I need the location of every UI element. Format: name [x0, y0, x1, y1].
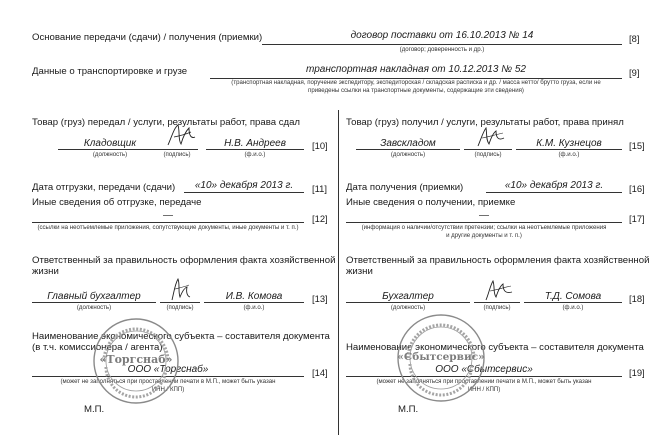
- transport-value: транспортная накладная от 10.12.2013 № 52: [306, 64, 526, 75]
- ship-other-caption: (ссылки на неотъемлемые приложения, сопутствующие документы, иные документы и т. п.): [37, 224, 299, 231]
- left-entity-caption-1: (может не заполняться при проставлении печати в М.П., может быть указан: [60, 378, 276, 385]
- right-entity-label: Наименование экономического субъекта – составителя документа: [346, 342, 644, 353]
- ship-date-label: Дата отгрузки, передачи (сдачи): [32, 182, 176, 193]
- recv-other-caption-1: (информация о наличии/отсутствии претензии; ссылки на неотъемлемые приложения: [361, 224, 607, 231]
- transport-label: Данные о транспортировке и грузе: [32, 66, 188, 77]
- recv-date-value: «10» декабря 2013 г.: [504, 180, 604, 191]
- right-name-line: [516, 149, 622, 150]
- transport-caption-2: приведены ссылки на транспортные документы, содержащие эти сведения): [308, 87, 524, 94]
- field-number-16: [16]: [629, 183, 645, 194]
- left-resp-name-caption: (ф.и.о.): [243, 304, 265, 311]
- left-resp-name-line: [204, 302, 304, 303]
- ship-date-value: «10» декабря 2013 г.: [194, 180, 294, 191]
- recv-other-caption-2: и другие документы и т. п.): [446, 232, 522, 239]
- field-number-12: [12]: [312, 213, 328, 224]
- right-resp-position-caption: (должность): [390, 304, 426, 311]
- left-position-line: [58, 149, 162, 150]
- recv-other-value: —: [479, 210, 489, 221]
- left-resp-signature-caption: (подпись): [166, 304, 194, 311]
- right-position: Завскладом: [380, 138, 436, 149]
- basis-caption: (договор; доверенность и др.): [399, 46, 485, 53]
- right-resp-label-1: Ответственный за правильность оформления факта хозяйственной: [346, 255, 650, 266]
- basis-value: договор поставки от 16.10.2013 № 14: [350, 30, 534, 41]
- left-entity-label-2: (в т.ч. комиссионера / агента): [32, 342, 163, 353]
- ship-other-line: [32, 222, 304, 223]
- left-resp-name: И.В. Комова: [225, 291, 283, 302]
- right-resp-label-2: жизни: [346, 266, 373, 277]
- ship-other-label: Иные сведения об отгрузке, передаче: [32, 197, 202, 208]
- field-number-17: [17]: [629, 213, 645, 224]
- left-entity-label-1: Наименование экономического субъекта – составителя документа: [32, 331, 330, 342]
- left-position: Кладовщик: [83, 138, 137, 149]
- right-entity-caption-1: (может не заполняться при проставлении печати в М.П., может быть указан: [376, 378, 592, 385]
- right-signature-caption: (подпись): [474, 151, 502, 158]
- left-resp-label-1: Ответственный за правильность оформления факта хозяйственной: [32, 255, 336, 266]
- ship-date-line: [184, 192, 304, 193]
- left-position-caption: (должность): [92, 151, 128, 158]
- left-resp-position: Главный бухгалтер: [47, 291, 141, 302]
- field-number-15: [15]: [629, 140, 645, 151]
- left-signature-caption: (подпись): [163, 151, 191, 158]
- left-resp-label-2: жизни: [32, 266, 59, 277]
- right-resp-position: Бухгалтер: [382, 291, 434, 302]
- right-resp-position-line: [346, 302, 470, 303]
- basis-label: Основание передачи (сдачи) / получения (приемки): [32, 32, 263, 43]
- left-resp-signature-image: [166, 274, 194, 304]
- field-number-11: [11]: [312, 183, 327, 194]
- right-resp-signature-caption: (подпись): [483, 304, 511, 311]
- field-number-18: [18]: [629, 293, 645, 304]
- field-number-13: [13]: [312, 293, 328, 304]
- right-position-line: [356, 149, 460, 150]
- column-divider: [338, 110, 339, 435]
- right-resp-name: Т.Д. Сомова: [544, 291, 602, 302]
- field-number-14: [14]: [312, 367, 328, 378]
- ship-other-value: —: [163, 210, 173, 221]
- right-entity-caption-2: ИНН / КПП): [467, 386, 501, 393]
- right-entity-value: ООО «Сбытсервис»: [435, 364, 533, 375]
- right-mp-label: М.П.: [398, 404, 419, 415]
- receive-label: Товар (груз) получил / услуги, результаты работ, права принял: [346, 117, 624, 128]
- left-entity-caption-2: ИНН / КПП): [151, 386, 185, 393]
- field-number-9: [9]: [629, 67, 640, 78]
- left-company-stamp: [92, 317, 180, 405]
- left-mp-label: М.П.: [84, 404, 105, 415]
- field-number-10: [10]: [312, 140, 328, 151]
- left-resp-position-line: [32, 302, 156, 303]
- left-name-line: [206, 149, 304, 150]
- recv-other-label: Иные сведения о получении, приемке: [346, 197, 516, 208]
- transfer-label: Товар (груз) передал / услуги, результаты работ, права сдал: [32, 117, 301, 128]
- recv-other-line: [346, 222, 622, 223]
- recv-date-label: Дата получения (приемки): [346, 182, 464, 193]
- field-number-19: [19]: [629, 367, 645, 378]
- basis-underline: [262, 44, 622, 45]
- left-signature-image: [164, 120, 198, 150]
- right-stamp-text: «Сбытсервис»: [397, 351, 485, 363]
- right-resp-name-caption: (ф.и.о.): [562, 304, 584, 311]
- right-signature-image: [474, 122, 508, 150]
- transport-caption-1: (транспортная накладная, поручение экспедитору, экспедиторская / складская расписка и др. / масса нетто/ брутто груза, если не: [231, 79, 601, 86]
- field-number-8: [8]: [629, 33, 640, 44]
- right-resp-name-line: [524, 302, 622, 303]
- right-name: К.М. Кузнецов: [536, 138, 602, 149]
- right-company-stamp: [396, 313, 486, 403]
- right-name-caption: (ф.и.о.): [558, 151, 580, 158]
- left-stamp-text: «Торгснаб»: [99, 353, 173, 366]
- left-name-caption: (ф.и.о.): [244, 151, 266, 158]
- right-position-caption: (должность): [390, 151, 426, 158]
- right-resp-signature-image: [482, 274, 516, 304]
- left-resp-position-caption: (должность): [76, 304, 112, 311]
- recv-date-line: [486, 192, 622, 193]
- left-name: Н.В. Андреев: [224, 138, 286, 149]
- left-entity-value: ООО «Торгснаб»: [127, 364, 209, 375]
